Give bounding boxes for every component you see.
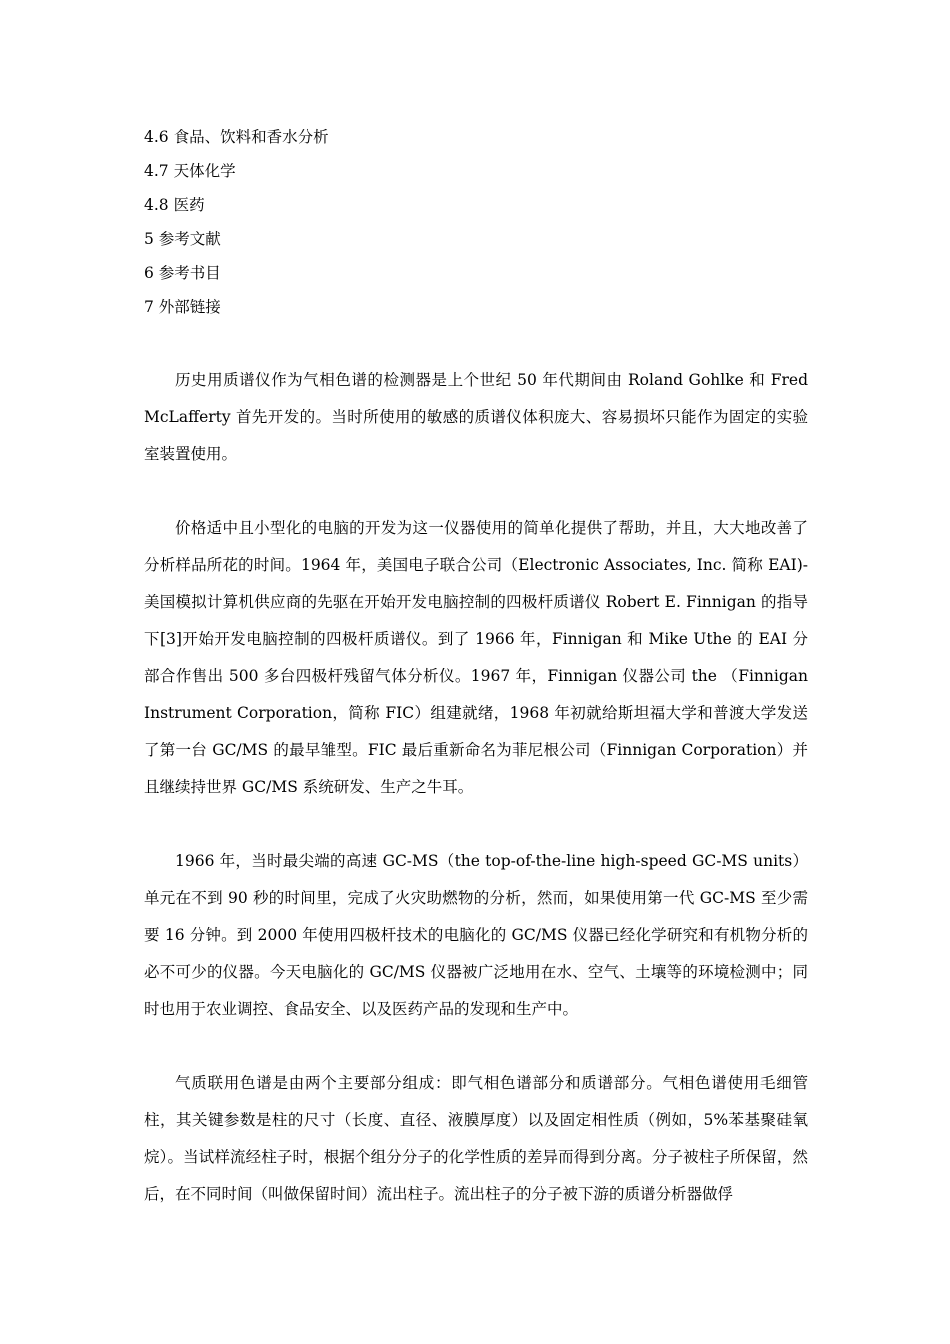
toc-item: 4.6 食品、饮料和香水分析 (144, 128, 329, 146)
toc-item: 7 外部链接 (144, 298, 221, 316)
toc-item: 4.8 医药 (144, 196, 205, 214)
toc-item: 6 参考书目 (144, 264, 221, 282)
document-body (144, 120, 808, 1213)
toc-item: 4.7 天体化学 (144, 162, 236, 180)
paragraph-gcms-speed: 1966 年，当时最尖端的高速 GC-MS（the top-of-the-line high-speed GC-MS units）单元在不到 90 秒的时间里，完成了火灾助燃物的分析，然而，如果使用第一代 GC-MS 至少需要 16 分钟。到 2000 年使用四极杆技术的电脑化的 GC/MS 仪器已经化学研究和有机物分析的必不可少的仪器。今天电脑化的 GC/MS 仪器被广泛地用在水、空气、土壤等的环境检测中；同时也用于农业调控、食品安全、以及医药产品的发现和生产中。 (144, 852, 808, 1018)
paragraph-history: 历史用质谱仪作为气相色谱的检测器是上个世纪 50 年代期间由 Roland Gohlke 和 Fred McLafferty 首先开发的。当时所使用的敏感的质谱仪体积庞大、容易损坏只能作为固定的实验室装置使用。 (144, 371, 808, 463)
paragraph-computer-development: 价格适中且小型化的电脑的开发为这一仪器使用的简单化提供了帮助，并且，大大地改善了分析样品所花的时间。1964 年，美国电子联合公司（Electronic Associates, Inc. 简称 EAI)-美国模拟计算机供应商的先驱在开始开发电脑控制的四极杆质谱仪 Robert E. Finnigan 的指导下[3]开始开发电脑控制的四极杆质谱仪。到了 1966 年，Finnigan 和 Mike Uthe 的 EAI 分部合作售出 500 多台四极杆残留气体分析仪。1967 年，Finnigan 仪器公司 the （Finnigan Instrument Corporation，简称 FIC）组建就绪，1968 年初就给斯坦福大学和普渡大学发送了第一台 GC/MS 的最早雏型。FIC 最后重新命名为菲尼根公司（Finnigan Corporation）并且继续持世界 GC/MS 系统研发、生产之牛耳。 (144, 519, 808, 796)
paragraph-gcms-components: 气质联用色谱是由两个主要部分组成：即气相色谱部分和质谱部分。气相色谱使用毛细管柱，其关键参数是柱的尺寸（长度、直径、液膜厚度）以及固定相性质（例如，5%苯基聚硅氧烷）。当试样流经柱子时，根据个组分分子的化学性质的差异而得到分离。分子被柱子所保留，然后，在不同时间（叫做保留时间）流出柱子。流出柱子的分子被下游的质谱分析器做俘 (144, 1074, 808, 1203)
toc-item: 5 参考文献 (144, 230, 221, 248)
table-of-contents (144, 120, 808, 324)
